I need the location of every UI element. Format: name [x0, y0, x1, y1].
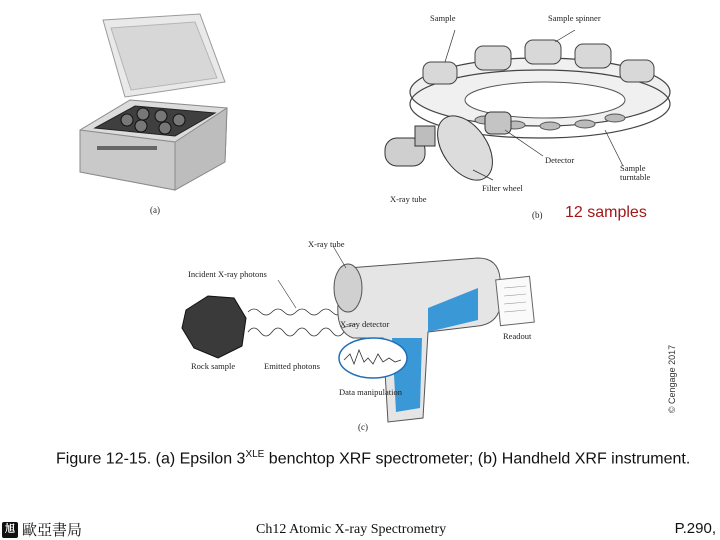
publisher-name: 歐亞書局 — [22, 522, 83, 539]
label-filter-wheel: Filter wheel — [482, 183, 523, 193]
benchtop-spectrometer-illustration — [75, 12, 235, 192]
copyright-notice: © Cengage 2017 — [667, 344, 677, 414]
panel-b-tag: (b) — [532, 210, 543, 220]
page-number: P.290, — [674, 520, 716, 537]
figure-caption — [56, 444, 696, 470]
label-incident-photons: Incident X-ray photons — [188, 269, 267, 279]
label-data-manipulation: Data manipulation — [339, 387, 403, 397]
caption-superscript: XLE — [245, 449, 265, 460]
caption-rest: benchtop XRF spectrometer; (b) Handheld XRF instrument. — [264, 450, 691, 468]
label-b-xray-tube: X-ray tube — [390, 194, 427, 204]
label-sample: Sample — [430, 13, 456, 23]
panel-a-tag: (a) — [150, 205, 160, 215]
publisher-logo-icon: 旭 — [2, 522, 18, 538]
publisher-brand — [2, 519, 82, 540]
label-c-xray-tube: X-ray tube — [308, 239, 345, 249]
handheld-xrf-illustration — [178, 228, 558, 438]
label-xray-detector: X-ray detector — [340, 319, 390, 329]
label-readout: Readout — [503, 331, 532, 341]
panel-c-tag: (c) — [358, 422, 368, 432]
twelve-samples-annotation: 12 samples — [565, 204, 647, 221]
label-emitted-photons: Emitted photons — [264, 361, 320, 371]
label-rock-sample: Rock sample — [191, 361, 236, 371]
label-sample-turntable: Sample turntable — [620, 163, 651, 182]
label-sample-spinner: Sample spinner — [548, 13, 601, 23]
caption-lead: Figure 12-15. (a) Epsilon 3 — [56, 450, 246, 468]
label-detector: Detector — [545, 155, 575, 165]
chapter-title: Ch12 Atomic X-ray Spectrometry — [256, 522, 447, 537]
